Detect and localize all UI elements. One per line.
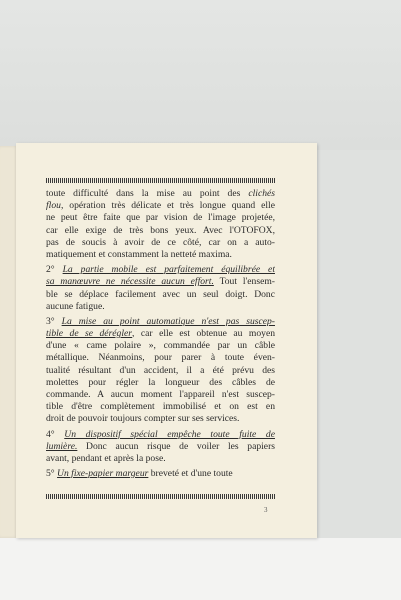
text-run: d'une « came polaire », commandée par un câble [46,340,275,352]
text-run: , car elle est obtenue au moyen [132,328,275,340]
text-run: tualité résultant d'un accident, il a été prévu des [46,364,275,376]
text-run: La mise au point automatique n'est pas suscep- [61,315,275,327]
text-run: molettes pour régler la longueur des câbles de [46,376,275,388]
decorative-rule-top [46,178,275,183]
text-line [46,316,275,328]
text-run: , opération très délicate et très longue quand elle [60,200,275,212]
text-run: sa manœuvre ne nécessite aucun effort. [46,276,214,288]
paragraph [46,316,275,426]
text-run: car elle exige de très bons yeux. Avec l'OTOFOX, [46,224,275,236]
text-run: lumière. [46,440,78,452]
text-run: 4° [46,428,65,440]
text-line [46,377,275,389]
text-run: breveté et d'une toute [148,468,233,480]
paragraph [46,429,275,466]
text-run: La partie mobile est parfaitement équilibrée et [62,264,275,276]
text-run: Un fixe-papier margeur [57,468,149,480]
text-run: métallique. Néanmoins, pour parer à toute éven- [46,352,275,364]
body-text [46,188,275,480]
text-line [46,237,275,249]
text-run: toute difficulté dans la mise au point des [46,188,249,199]
text-line [46,401,275,413]
text-line [46,328,275,340]
text-run: clichés [248,188,275,199]
text-line [46,340,275,352]
text-run: pas de soucis à avoir de ce côté, car on a auto- [46,236,275,248]
text-line [46,441,275,453]
text-line [46,212,275,224]
paragraph [46,264,275,313]
text-run: commande. A aucun moment l'appareil n'est suscep- [46,389,275,400]
background-table [0,538,401,600]
text-line [46,468,275,480]
decorative-rule-bottom [46,494,275,499]
text-line [46,264,275,276]
text-line [46,352,275,364]
text-run: Tout l'ensem- [213,276,275,288]
text-run: tible d'être complètement immobilisé et on est en [46,401,275,413]
text-run: tible de se dérégler [46,328,133,340]
text-run: matiquement et constamment la netteté maxima. [46,248,232,260]
text-run: droit de pouvoir toujours compter sur ses services. [46,413,240,425]
text-run: 3° [46,315,62,327]
text-line [46,365,275,377]
text-run: ne peut être faite que par vision de l'image projetée, [46,212,275,224]
text-line [46,289,275,301]
text-run: 5° [46,468,58,480]
text-run: Un dispositif spécial empêche toute fuite de [64,428,275,440]
text-run: ble se déplace facilement avec un seul doigt. Donc [46,288,275,300]
text-line [46,413,275,425]
text-line [46,225,275,237]
text-run: avant, pendant et après la pose. [46,452,166,464]
text-line [46,276,275,288]
text-run: aucune fatigue. [46,300,105,312]
background-wall [0,0,401,150]
text-line [46,200,275,212]
text-run: 2° [46,264,63,276]
text-line [46,301,275,313]
text-line [46,249,275,261]
text-run: flou [46,200,61,212]
text-line [46,453,275,465]
text-line [46,389,275,401]
page-number: 3 [264,506,268,514]
paragraph [46,188,275,261]
text-line [46,188,275,200]
paragraph [46,468,275,480]
text-line [46,429,275,441]
text-run: Donc aucun risque de voiler les papiers [77,440,275,452]
